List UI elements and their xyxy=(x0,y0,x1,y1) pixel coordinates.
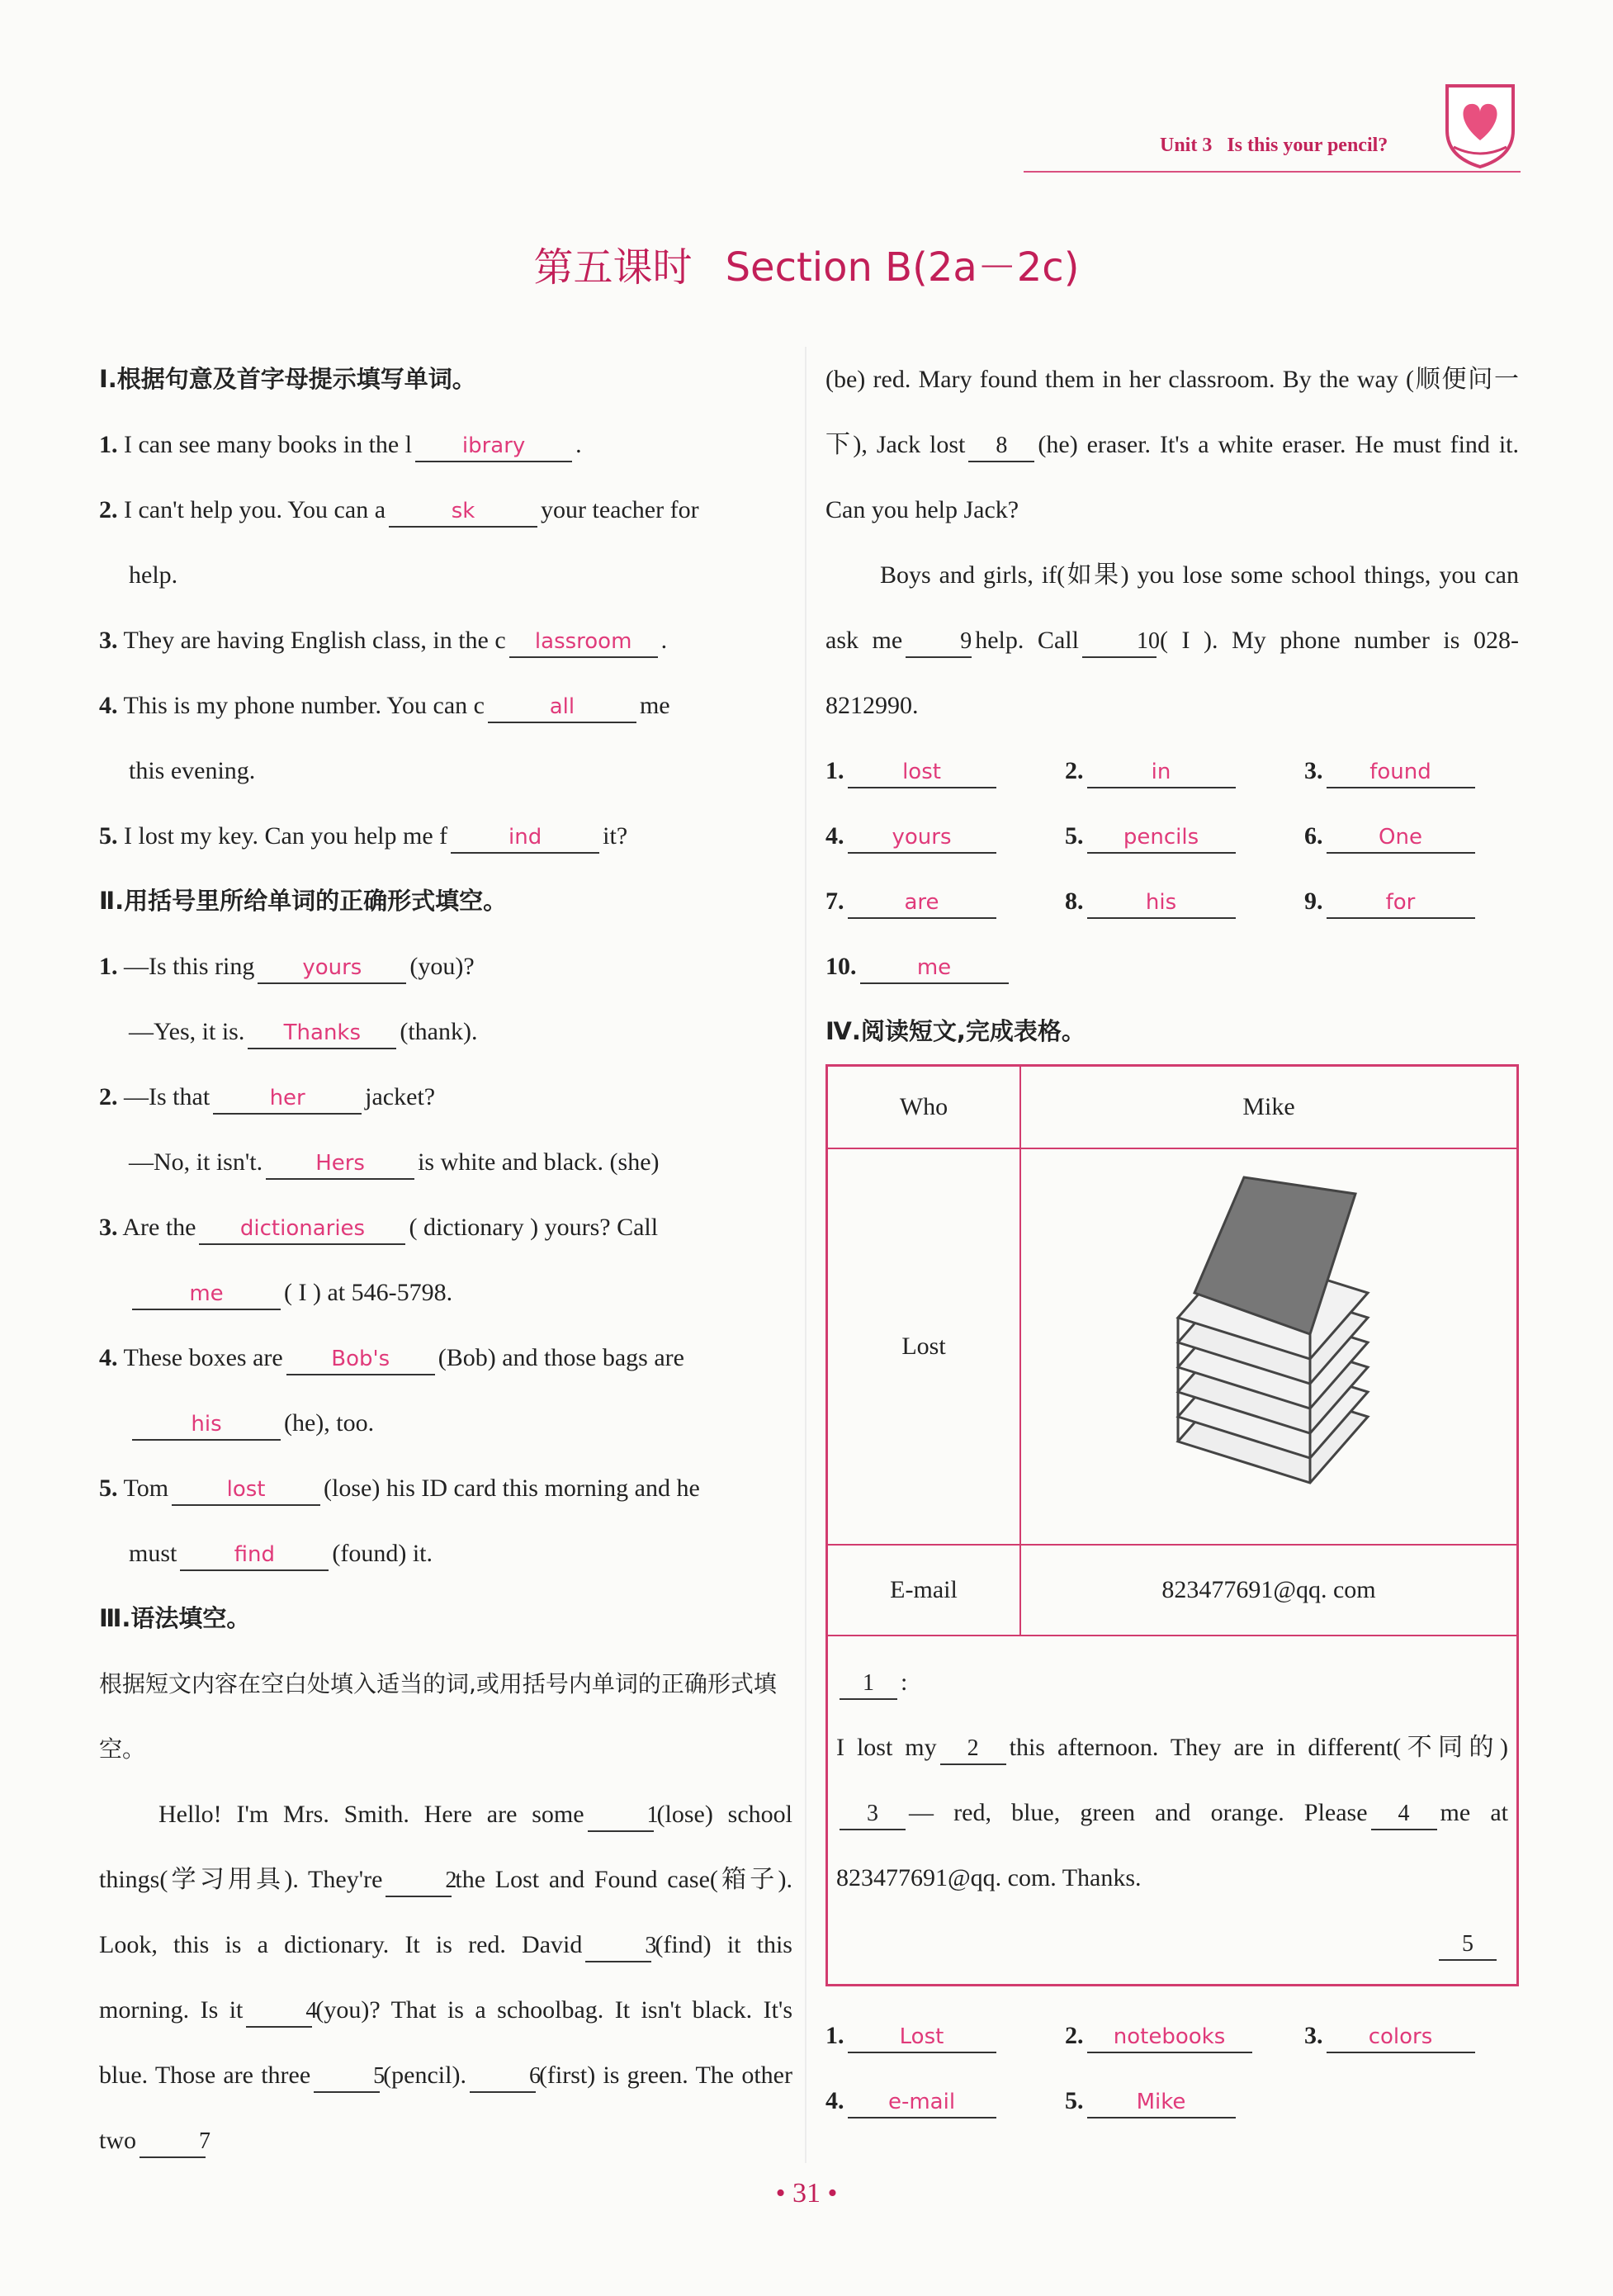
part4-answers xyxy=(825,2003,1519,2133)
answer-blank[interactable]: One xyxy=(1327,822,1475,854)
part1-item-4: 4. This is my phone number. You can c all me xyxy=(99,673,792,738)
who-label: Who xyxy=(827,1066,1021,1148)
part3-heading: Ⅲ.语法填空。 xyxy=(99,1604,251,1632)
part1-item-3: 3. They are having English class, in the c lassroom . xyxy=(99,608,792,673)
answer-blank[interactable]: ind xyxy=(451,822,599,854)
answer-blank[interactable]: Bob's xyxy=(286,1344,435,1375)
note-blank[interactable]: 4 xyxy=(1371,1799,1437,1830)
email-label: E-mail xyxy=(827,1545,1021,1636)
answer-blank[interactable]: lost xyxy=(848,757,996,788)
answer-item: 2. notebooks xyxy=(1065,2003,1304,2068)
note-blank[interactable]: 3 xyxy=(840,1799,906,1830)
unit-title: Is this your pencil? xyxy=(1227,135,1388,156)
shield-logo-icon xyxy=(1440,81,1520,170)
answer-blank[interactable]: dictionaries xyxy=(199,1214,405,1245)
part2-q1a: 1. —Is this ring yours (you)? xyxy=(99,934,792,999)
who-value: Mike xyxy=(1020,1066,1518,1148)
part3-passage-p2: Boys and girls, if(如果) you lose some school things, you can ask me 9 help. Call 10( I ). My phone number is 028-8212990. xyxy=(825,561,1520,719)
answer-blank[interactable]: in xyxy=(1087,757,1236,788)
answer-blank[interactable]: yours xyxy=(258,953,406,984)
passage-blank[interactable]: 5 xyxy=(314,2062,380,2093)
unit-label: Unit 3 xyxy=(1160,135,1213,156)
part2-q5a: 5. Tom lost (lose) his ID card this morning and he xyxy=(99,1456,792,1521)
answer-item: 4. yours xyxy=(825,803,1065,869)
column-divider xyxy=(805,347,806,2163)
lost-form-table xyxy=(825,1064,1519,1986)
part3-passage-cont: (be) red. Mary found them in her classroom. By the way (顺便问一下), Jack lost 8 (he) eraser. It's a white eraser. He must find it. Can you help Jack? xyxy=(825,366,1519,523)
page-title xyxy=(0,235,1613,292)
part2-q4a: 4. These boxes are Bob's (Bob) and those bags are xyxy=(99,1325,792,1390)
part2-q4b: his (he), too. xyxy=(99,1390,792,1456)
passage-blank[interactable]: 8 xyxy=(968,431,1034,462)
answer-blank[interactable]: e-mail xyxy=(848,2087,996,2118)
answer-blank[interactable]: all xyxy=(488,692,636,723)
answer-item: 8. his xyxy=(1065,869,1304,934)
answer-blank[interactable]: me xyxy=(860,953,1009,984)
answer-blank[interactable]: pencils xyxy=(1087,822,1236,854)
header-rule xyxy=(1024,171,1521,173)
answer-blank[interactable]: colors xyxy=(1327,2022,1475,2053)
note-blank[interactable]: 2 xyxy=(940,1734,1006,1765)
part1-item-1: 1. I can see many books in the l ibrary . xyxy=(99,412,792,477)
answer-item: 9. for xyxy=(1304,869,1519,934)
lost-label: Lost xyxy=(827,1148,1021,1545)
answer-blank[interactable]: sk xyxy=(389,496,537,528)
right-column xyxy=(825,347,1519,2133)
answer-blank[interactable]: found xyxy=(1327,757,1475,788)
answer-item: 1. lost xyxy=(825,738,1065,803)
answer-item: 6. One xyxy=(1304,803,1519,869)
part2-heading: Ⅱ.用括号里所给单词的正确形式填空。 xyxy=(99,887,508,915)
left-column xyxy=(99,347,792,2173)
passage-blank[interactable]: 9 xyxy=(906,627,972,658)
part2-q2b: —No, it isn't. Hers is white and black. (she) xyxy=(99,1129,792,1195)
part4-heading: Ⅳ.阅读短文,完成表格。 xyxy=(825,1017,1086,1045)
part1-heading: Ⅰ.根据句意及首字母提示填写单词。 xyxy=(99,365,476,393)
part2-q5b: must find (found) it. xyxy=(99,1521,792,1586)
header-unit-title xyxy=(1160,135,1388,157)
answer-blank[interactable]: her xyxy=(213,1083,362,1115)
answer-item: 3. found xyxy=(1304,738,1519,803)
part1-item-2-cont: help. xyxy=(129,561,178,589)
notebooks-stack-image xyxy=(1145,1169,1393,1499)
answer-blank[interactable]: yours xyxy=(848,822,996,854)
part1-item-2: 2. I can't help you. You can a sk your teacher for xyxy=(99,477,792,542)
answer-blank[interactable]: Hers xyxy=(266,1148,414,1180)
passage-blank[interactable]: 2 xyxy=(386,1866,452,1897)
part2-q1b: —Yes, it is. Thanks (thank). xyxy=(99,999,792,1064)
answer-blank[interactable]: lost xyxy=(172,1475,320,1506)
answer-item: 7. are xyxy=(825,869,1065,934)
part1-item-4-cont: this evening. xyxy=(129,757,256,784)
passage-blank[interactable]: 10 xyxy=(1082,627,1157,658)
lesson-part: 第五课时 xyxy=(533,244,693,291)
part1-item-5: 5. I lost my key. Can you help me f ind it? xyxy=(99,803,792,869)
lesson-section: Section B(2a－2c) xyxy=(725,244,1080,291)
answer-blank[interactable]: notebooks xyxy=(1087,2022,1252,2053)
answer-item: 10. me xyxy=(825,934,1065,999)
answer-blank[interactable]: Lost xyxy=(848,2022,996,2053)
answer-item: 4. e-mail xyxy=(825,2068,1065,2133)
part2-q2a: 2. —Is that her jacket? xyxy=(99,1064,792,1129)
part3-passage-p1: Hello! I'm Mrs. Smith. Here are some 1(lose) school things(学习用具). They're 2the Lost and Found case(箱子). Look, this is a dictionary. It is red. David 3(find) it this morning. Is it 4(you)? That is a schoolbag. It isn't black. It's blue. Those are three 5(pencil). 6(first) is green. The other two 7 xyxy=(99,1782,792,2173)
lost-note: 1 : I lost my 2 this afternoon. They are in different(不同的)3 — red, blue, green and orange. Please 4 me at 823477691@qq. com. Thanks. 5 xyxy=(827,1636,1518,1986)
answer-blank[interactable]: his xyxy=(132,1409,281,1441)
answer-item: 1. Lost xyxy=(825,2003,1065,2068)
answer-item: 3. colors xyxy=(1304,2003,1519,2068)
answer-item: 5. Mike xyxy=(1065,2068,1304,2133)
page-number: • 31 • xyxy=(775,2178,838,2208)
answer-blank[interactable]: Mike xyxy=(1087,2087,1236,2118)
part3-instructions: 根据短文内容在空白处填入适当的词,或用括号内单词的正确形式填空。 xyxy=(99,1670,777,1763)
email-value: 823477691@qq. com xyxy=(1020,1545,1518,1636)
answer-blank[interactable]: lassroom xyxy=(509,627,658,658)
part2-q3a: 3. Are the dictionaries ( dictionary ) yours? Call xyxy=(99,1195,792,1260)
passage-blank[interactable]: 1 xyxy=(588,1801,654,1832)
note-blank[interactable]: 1 xyxy=(840,1669,897,1700)
answer-blank[interactable]: are xyxy=(848,888,996,919)
note-blank[interactable]: 5 xyxy=(1439,1929,1497,1961)
answer-blank[interactable]: for xyxy=(1327,888,1475,919)
answer-item: 5. pencils xyxy=(1065,803,1304,869)
answer-blank[interactable]: Thanks xyxy=(248,1018,396,1049)
answer-blank[interactable]: his xyxy=(1087,888,1236,919)
answer-item: 2. in xyxy=(1065,738,1304,803)
passage-blank[interactable]: 6 xyxy=(470,2062,536,2093)
part3-answers xyxy=(825,738,1519,999)
answer-blank[interactable]: me xyxy=(132,1279,281,1310)
passage-blank[interactable]: 7 xyxy=(140,2127,206,2158)
passage-blank[interactable]: 3 xyxy=(585,1931,651,1962)
answer-blank[interactable]: find xyxy=(180,1540,329,1571)
lost-image-cell xyxy=(1020,1148,1518,1545)
part2-q3b: me ( I ) at 546-5798. xyxy=(99,1260,792,1325)
passage-blank[interactable]: 4 xyxy=(246,1996,312,2028)
answer-blank[interactable]: ibrary xyxy=(415,431,572,462)
